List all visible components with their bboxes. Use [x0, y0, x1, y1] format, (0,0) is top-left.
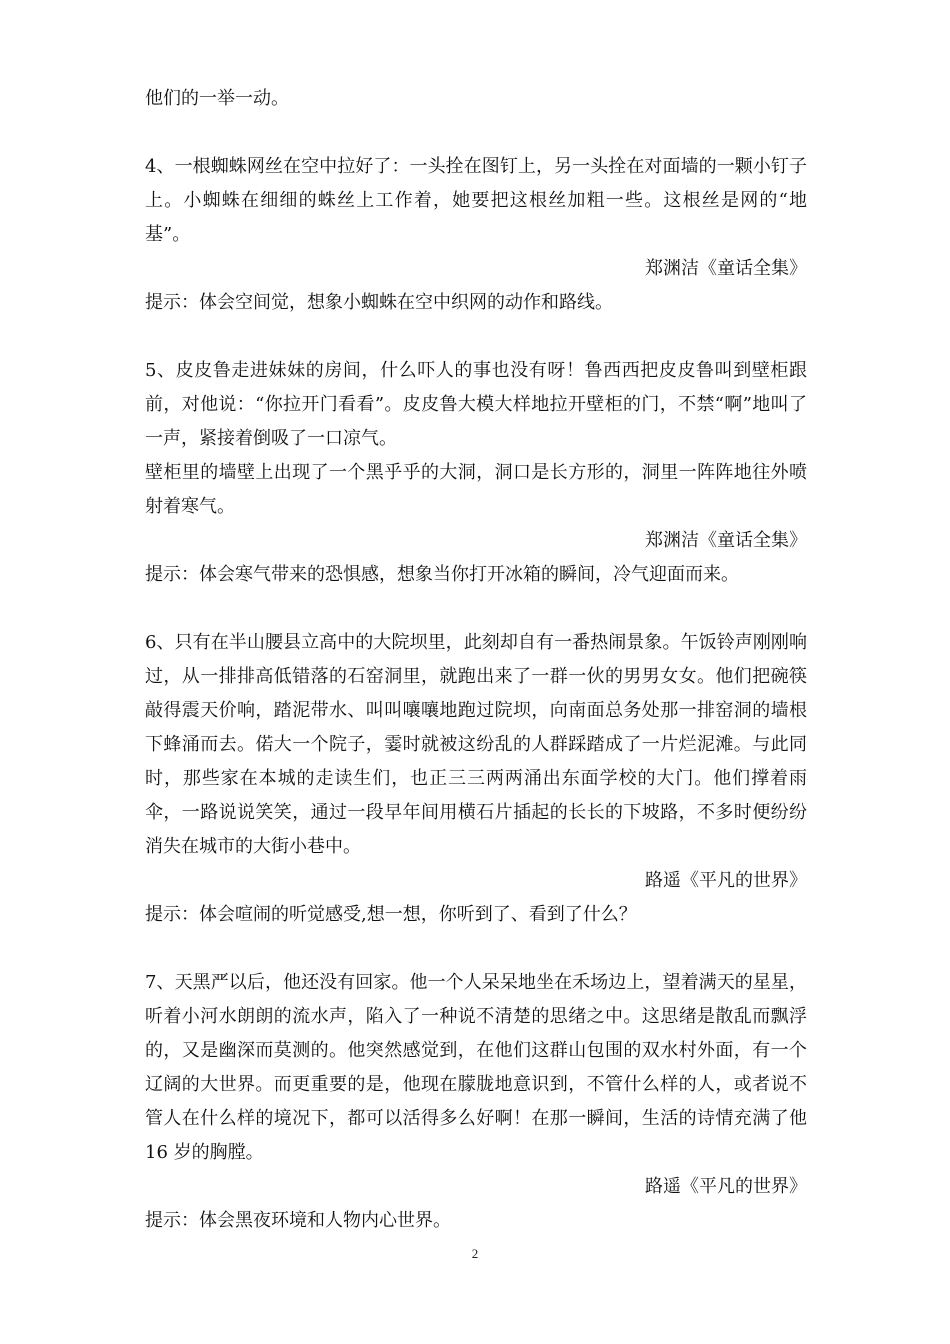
excerpt-source: 路遥《平凡的世界》 — [645, 870, 807, 891]
excerpt-5 — [145, 354, 807, 592]
excerpt-7 — [145, 966, 807, 1238]
excerpt-4 — [145, 150, 807, 320]
excerpt-hint: 提示：体会寒气带来的恐惧感，想象当你打开冰箱的瞬间，冷气迎面而来。 — [145, 564, 739, 585]
excerpt-paragraph: 7、天黑严以后，他还没有回家。他一个人呆呆地坐在禾场边上，望着满天的星星，听着小河水朗朗的流水声，陷入了一种说不清楚的思绪之中。这思绪是散乱而飘浮的，又是幽深而莫测的。他突然感觉到，在他们这群山包围的双水村外面，有一个辽阔的大世界。而更重要的是，他现在朦胧地意识到，不管什么样的人，或者说不管人在什么样的境况下，都可以活得多么好啊！在那一瞬间，生活的诗情充满了他 16 岁的胸膛。 — [145, 972, 807, 1163]
excerpt-paragraph: 4、一根蜘蛛网丝在空中拉好了：一头拴在图钉上，另一头拴在对面墙的一颗小钉子上。小蜘蛛在细细的蛛丝上工作着，她要把这根丝加粗一些。这根丝是网的“地基”。 — [145, 156, 807, 245]
excerpt-paragraph: 壁柜里的墙壁上出现了一个黑乎乎的大洞，洞口是长方形的，洞里一阵阵地往外喷射着寒气。 — [145, 462, 807, 517]
excerpt-hint: 提示：体会空间觉，想象小蜘蛛在空中织网的动作和路线。 — [145, 292, 613, 313]
page-number: 2 — [471, 1246, 479, 1261]
excerpt-source: 郑渊洁《童话全集》 — [645, 530, 807, 551]
excerpt-hint: 提示：体会喧闹的听觉感受,想一想，你听到了、看到了什么？ — [145, 904, 637, 925]
excerpt-hint: 提示：体会黑夜环境和人物内心世界。 — [145, 1210, 451, 1231]
excerpt-6 — [145, 626, 807, 932]
page-content — [145, 82, 807, 1238]
excerpt-source: 路遥《平凡的世界》 — [645, 1176, 807, 1197]
continued-text: 他们的一举一动。 — [145, 88, 289, 109]
excerpt-source: 郑渊洁《童话全集》 — [645, 258, 807, 279]
excerpt-paragraph: 5、皮皮鲁走进妹妹的房间，什么吓人的事也没有呀！鲁西西把皮皮鲁叫到壁柜跟前，对他说：“你拉开门看看”。皮皮鲁大模大样地拉开壁柜的门，不禁“啊”地叫了一声，紧接着倒吸了一口凉气。 — [145, 360, 807, 449]
excerpt-paragraph: 6、只有在半山腰县立高中的大院坝里，此刻却自有一番热闹景象。午饭铃声刚刚响过，从一排排高低错落的石窑洞里，就跑出来了一群一伙的男男女女。他们把碗筷敲得震天价响，踏泥带水、叫叫嚷嚷地跑过院坝，向南面总务处那一排窑洞的墙根下蜂涌而去。偌大一个院子，霎时就被这纷乱的人群踩踏成了一片烂泥滩。与此同时，那些家在本城的走读生们，也正三三两两涌出东面学校的大门。他们撑着雨伞，一路说说笑笑，通过一段早年间用横石片插起的长长的下坡路，不多时便纷纷消失在城市的大街小巷中。 — [145, 632, 807, 857]
